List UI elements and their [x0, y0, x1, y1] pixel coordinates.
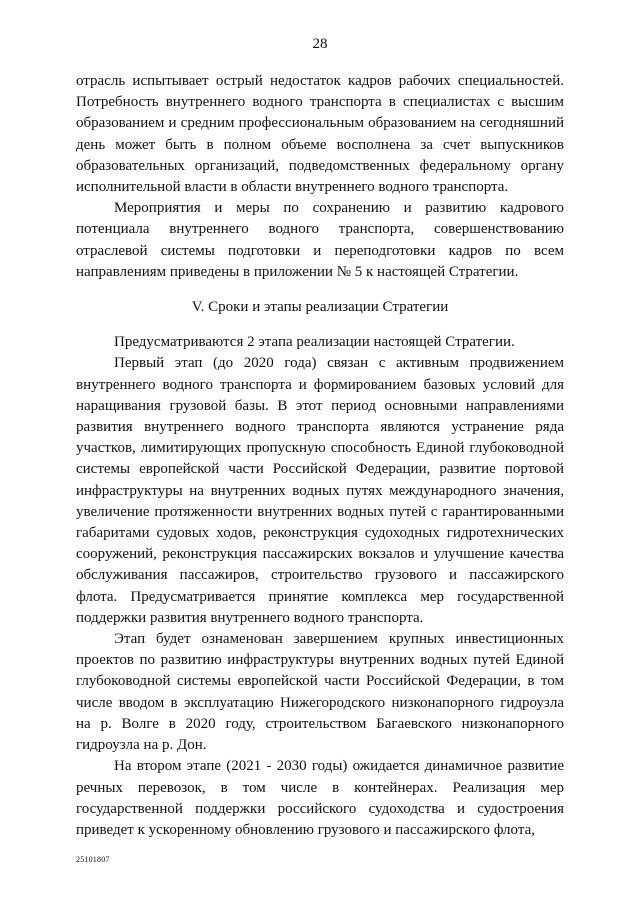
document-code: 25101807 [76, 855, 110, 864]
spacer [76, 283, 564, 297]
paragraph-stages-intro: Предусматриваются 2 этапа реализации настоящей Стратегии. [114, 334, 515, 351]
document-body [76, 71, 564, 841]
paragraph-stage-completion: Этап будет ознаменован завершением крупных инвестиционных проектов по развитию инфраструктуры внутренних водных путей Единой глубоководной системы европейской части Российской Федерации, в том числе вводом в эксплуатацию Нижегородского низконапорного гидроузла на р. Волге в 2020 году, строительством Багаевского низконапорного гидроузла на р. Дон. [76, 631, 564, 754]
paragraph-staff-shortage: отрасль испытывает острый недостаток кадров рабочих специальностей. Потребность внутреннего водного транспорта в специалистах с высшим образованием и средним профессиональным образованием на сегодняшний день может быть в полном объеме восполнена за счет выпускников образовательных организаций, подведомственных федеральному органу исполнительной власти в области внутреннего водного транспорта. [76, 73, 564, 196]
paragraph-second-stage: На втором этапе (2021 - 2030 годы) ожидается динамичное развитие речных перевозок, в том числе в контейнерах. Реализация мер государственной поддержки российского судоходства и судостроения приведет к ускоренному обновлению грузового и пассажирского флота, [76, 758, 564, 838]
paragraph-staff-measures: Мероприятия и меры по сохранению и развитию кадрового потенциала внутреннего водного транспорта, совершенствованию отраслевой системы подготовки и переподготовки кадров по всем направлениям приведены в приложении № 5 к настоящей Стратегии. [76, 200, 564, 280]
section-heading: V. Сроки и этапы реализации Стратегии [191, 299, 449, 316]
paragraph-first-stage: Первый этап (до 2020 года) связан с активным продвижением внутреннего водного транспорта и формированием базовых условий для наращивания грузовой базы. В этот период основными направлениями развития внутреннего водного транспорта являются устранение ряда участков, лимитирующих пропускную способность Единой глубоководной системы европейской части Российской Федерации, развитие портовой инфраструктуры на внутренних водных путях международного значения, увеличение протяженности внутренних водных путей с гарантированными габаритами судовых ходов, реконструкция судоходных гидротехнических сооружений, реконструкция пассажирских вокзалов и улучшение качества обслуживания пассажиров, строительство грузового и пассажирского флота. Предусматривается принятие комплекса мер государственной поддержки развития внутреннего водного транспорта. [76, 355, 564, 626]
page-number: 28 [312, 36, 328, 52]
spacer [76, 318, 564, 332]
